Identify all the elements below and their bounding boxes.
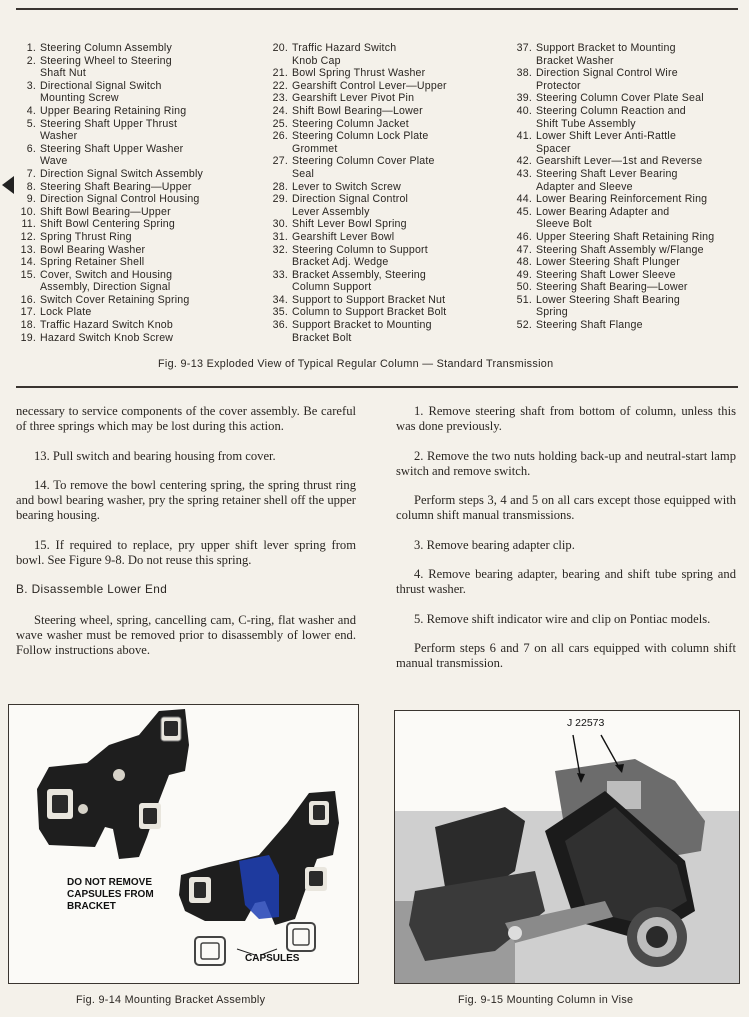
legend-item: [14, 181, 252, 194]
legend-number: 23.: [272, 92, 288, 105]
legend-item: [14, 168, 252, 181]
legend-text: Steering Shaft Lever Bearing Adapter and Sleeve: [536, 167, 678, 193]
legend-text: Shift Lever Bowl Spring: [292, 218, 407, 231]
legend-item: [510, 42, 746, 67]
legend-text: Lower Steering Shaft Plunger: [536, 256, 680, 269]
legend-item: [510, 269, 746, 282]
legend-number: 15.: [20, 268, 36, 281]
paragraph: 1. Remove steering shaft from bottom of column, unless this was done previously.: [396, 404, 736, 433]
legend-number: 26.: [272, 130, 288, 143]
legend-number: 46.: [516, 230, 532, 243]
legend-text: Bowl Spring Thrust Washer: [292, 67, 426, 80]
legend-text: Upper Bearing Retaining Ring: [40, 104, 187, 117]
legend-number: 49.: [516, 268, 532, 281]
legend-number: 50.: [516, 281, 532, 294]
legend-text: Steering Wheel to Steering Shaft Nut: [40, 54, 172, 80]
legend-text: Shift Bowl Centering Spring: [40, 218, 175, 231]
legend-item: [266, 118, 504, 131]
legend-text: Column to Support Bracket Bolt: [292, 306, 447, 319]
capsule-slot: [164, 721, 178, 736]
legend-number: 39.: [516, 92, 532, 105]
legend-number: 2.: [26, 54, 36, 67]
legend-column-2: [266, 42, 504, 344]
legend-number: 5.: [26, 117, 36, 130]
legend-item: [266, 105, 504, 118]
legend-text: Direction Signal Control Wire Protector: [536, 67, 678, 92]
legend-number: 30.: [272, 218, 288, 231]
legend-column-1: [14, 42, 252, 344]
legend-text: Bowl Bearing Washer: [40, 243, 146, 256]
legend-item: [266, 231, 504, 244]
legend-number: 1.: [26, 42, 36, 54]
legend-item: [14, 218, 252, 231]
paragraph: 3. Remove bearing adapter clip.: [414, 537, 575, 552]
legend-item: [14, 105, 252, 118]
legend-number: 37.: [516, 42, 532, 54]
legend-number: 38.: [516, 67, 532, 80]
legend-item: [510, 105, 746, 130]
legend-number: 40.: [516, 104, 532, 117]
legend-text: Shift Bowl Bearing—Upper: [40, 205, 171, 218]
legend-number: 6.: [26, 142, 36, 155]
legend-text: Upper Steering Shaft Retaining Ring: [536, 230, 715, 243]
paragraph: necessary to service components of the cover assembly. Be careful of three springs which may be lost during this action.: [16, 404, 356, 433]
legend-item: [14, 319, 252, 332]
capsule-loose: [201, 943, 219, 959]
mounting-bracket-illustration: [9, 705, 358, 983]
paragraph: Steering wheel, spring, cancelling cam, C-ring, flat washer and wave washer must be removed prior to disassembly of lower end. Follow instructions above.: [16, 613, 356, 657]
legend-text: Traffic Hazard Switch Knob: [40, 319, 173, 332]
legend-text: Lock Plate: [40, 306, 92, 319]
legend-item: [14, 332, 252, 345]
paragraph: 13. Pull switch and bearing housing from cover.: [34, 448, 276, 463]
legend-item: [510, 206, 746, 231]
legend-item: [14, 55, 252, 80]
legend-item: [266, 80, 504, 93]
legend-item: [266, 155, 504, 180]
legend-number: 27.: [272, 155, 288, 168]
legend-item: [14, 80, 252, 105]
section-heading: B. Disassemble Lower End: [16, 582, 168, 596]
legend-number: 12.: [20, 230, 36, 243]
legend-item: [266, 319, 504, 344]
legend-item: [14, 118, 252, 143]
legend-text: Lower Shift Lever Anti-Rattle Spacer: [536, 130, 677, 155]
legend-item: [510, 244, 746, 257]
legend-number: 22.: [272, 79, 288, 92]
legend-text: Steering Shaft Upper Thrust Washer: [40, 117, 178, 143]
fig-9-15-frame: [394, 710, 740, 984]
legend-text: Hazard Switch Knob Screw: [40, 331, 174, 344]
capsule-loose: [293, 929, 309, 945]
legend-text: Steering Column Assembly: [40, 42, 172, 54]
legend-item: [14, 244, 252, 257]
legend-item: [14, 193, 252, 206]
capsules-label: CAPSULES: [245, 953, 300, 964]
legend-item: [266, 130, 504, 155]
legend-text: Bracket Assembly, Steering Column Support: [292, 268, 426, 294]
legend-number: 21.: [272, 67, 288, 80]
legend-text: Lower Bearing Adapter and Sleeve Bolt: [536, 205, 670, 231]
capsule-slot: [313, 805, 325, 820]
legend-number: 47.: [516, 243, 532, 256]
legend-item: [510, 168, 746, 193]
legend-item: [510, 130, 746, 155]
legend-text: Support Bracket to Mounting Bracket Washer: [536, 42, 676, 67]
legend-number: 34.: [272, 293, 288, 306]
legend-item: [510, 281, 746, 294]
legend-number: 10.: [20, 205, 36, 218]
legend-number: 29.: [272, 193, 288, 206]
legend-number: 19.: [20, 331, 36, 344]
legend-number: 7.: [26, 167, 36, 180]
legend-text: Gearshift Lever Bowl: [292, 230, 395, 243]
legend-item: [266, 269, 504, 294]
legend-text: Steering Column to Support Bracket Adj. Wedge: [292, 243, 428, 269]
paragraph: 14. To remove the bowl centering spring, the spring thrust ring and bowl bearing washer, pry the spring retainer shell off the upper bearing housing.: [16, 478, 356, 522]
legend-number: 20.: [272, 42, 288, 54]
capsule-slot: [143, 808, 157, 824]
legend-number: 17.: [20, 306, 36, 319]
legend-column-3: [510, 42, 746, 332]
paragraph: 5. Remove shift indicator wire and clip on Pontiac models.: [414, 611, 711, 626]
legend-text: Steering Shaft Flange: [536, 319, 643, 332]
legend-item: [14, 231, 252, 244]
legend-text: Steering Shaft Lower Sleeve: [536, 268, 676, 281]
legend-item: [14, 256, 252, 269]
legend-number: 36.: [272, 319, 288, 332]
legend-item: [266, 193, 504, 218]
left-text-column: [16, 404, 356, 673]
legend-text: Direction Signal Control Housing: [40, 193, 200, 206]
paragraph: Perform steps 6 and 7 on all cars equipped with column shift manual transmission.: [396, 641, 736, 670]
legend-text: Steering Column Reaction and Shift Tube Assembly: [536, 104, 686, 130]
legend-item: [266, 67, 504, 80]
legend-number: 18.: [20, 319, 36, 332]
legend-text: Lever to Switch Screw: [292, 180, 401, 193]
legend-number: 43.: [516, 167, 532, 180]
fig-9-15-caption: Fig. 9-15 Mounting Column in Vise: [458, 994, 634, 1006]
legend-text: Support Bracket to Mounting Bracket Bolt: [292, 319, 432, 344]
legend-number: 24.: [272, 104, 288, 117]
legend-item: [510, 319, 746, 332]
legend-number: 4.: [26, 104, 36, 117]
legend-item: [266, 294, 504, 307]
legend-text: Lower Bearing Reinforcement Ring: [536, 193, 708, 206]
paragraph: 2. Remove the two nuts holding back-up and neutral-start lamp switch and remove switch.: [396, 448, 736, 478]
legend-number: 42.: [516, 155, 532, 168]
legend-item: [510, 193, 746, 206]
legend-number: 16.: [20, 293, 36, 306]
legend-item: [14, 143, 252, 168]
legend-item: [266, 306, 504, 319]
right-text-column: [396, 404, 736, 686]
legend-item: [266, 181, 504, 194]
legend-text: Direction Signal Control Lever Assembly: [292, 193, 409, 218]
capsule-slot: [52, 795, 68, 813]
top-rule: [16, 8, 738, 10]
legend-text: Switch Cover Retaining Spring: [40, 293, 190, 306]
legend-number: 25.: [272, 117, 288, 130]
legend-number: 51.: [516, 293, 532, 306]
legend-item: [266, 42, 504, 67]
legend-item: [14, 206, 252, 219]
legend-number: 41.: [516, 130, 532, 143]
legend-item: [510, 231, 746, 244]
capsule-loose: [287, 923, 315, 951]
legend-text: Steering Shaft Assembly w/Flange: [536, 243, 704, 256]
capsule-slot: [309, 871, 323, 886]
column-in-vise-photo: [395, 711, 739, 983]
tool-label: J 22573: [567, 717, 605, 729]
legend-number: 52.: [516, 319, 532, 332]
legend-number: 31.: [272, 230, 288, 243]
legend-number: 8.: [26, 180, 36, 193]
legend-item: [510, 155, 746, 168]
legend-item: [266, 218, 504, 231]
legend-number: 35.: [272, 306, 288, 319]
legend-number: 28.: [272, 180, 288, 193]
legend-text: Shift Bowl Bearing—Lower: [292, 104, 423, 117]
legend-item: [14, 306, 252, 319]
margin-arrow-icon: [2, 176, 14, 194]
legend-item: [266, 244, 504, 269]
legend-item: [510, 256, 746, 269]
legend-text: Gearshift Control Lever—Upper: [292, 79, 447, 92]
legend-number: 14.: [20, 256, 36, 269]
legend-number: 48.: [516, 256, 532, 269]
legend-text: Directional Signal Switch Mounting Screw: [40, 79, 162, 105]
legend-number: 9.: [26, 193, 36, 206]
legend-text: Cover, Switch and Housing Assembly, Direction Signal: [40, 268, 173, 294]
legend-number: 45.: [516, 205, 532, 218]
legend-item: [266, 92, 504, 105]
legend-text: Steering Column Lock Plate Grommet: [292, 130, 429, 155]
legend-number: 44.: [516, 193, 532, 206]
legend-text: Gearshift Lever Pivot Pin: [292, 92, 415, 105]
legend-number: 3.: [26, 79, 36, 92]
legend-item: [14, 269, 252, 294]
legend-number: 13.: [20, 243, 36, 256]
paragraph: 4. Remove bearing adapter, bearing and shift tube spring and thrust washer.: [396, 567, 736, 596]
legend-number: 11.: [21, 218, 36, 231]
capsule-slot: [194, 882, 206, 898]
section-rule: [16, 386, 738, 388]
legend-number: 32.: [272, 243, 288, 256]
legend-text: Steering Column Jacket: [292, 117, 409, 130]
legend-text: Spring Retainer Shell: [40, 256, 145, 269]
paragraph: Perform steps 3, 4 and 5 on all cars except those equipped with column shift manual transmissions.: [396, 493, 736, 522]
legend-text: Traffic Hazard Switch Knob Cap: [292, 42, 397, 67]
legend-text: Steering Shaft Bearing—Upper: [40, 180, 192, 193]
legend-item: [510, 67, 746, 92]
fig-9-14-note: DO NOT REMOVE CAPSULES FROM BRACKET: [67, 877, 154, 912]
legend-item: [14, 294, 252, 307]
legend-text: Direction Signal Switch Assembly: [40, 167, 204, 180]
fig-9-13-caption: Fig. 9-13 Exploded View of Typical Regular Column — Standard Transmission: [158, 358, 554, 370]
legend-text: Gearshift Lever—1st and Reverse: [536, 155, 703, 168]
fig-9-14-caption: Fig. 9-14 Mounting Bracket Assembly: [76, 994, 266, 1006]
legend-number: 33.: [272, 268, 288, 281]
capsule-loose: [195, 937, 225, 965]
legend-item: [510, 92, 746, 105]
legend-text: Steering Column Cover Plate Seal: [536, 92, 704, 105]
paragraph: 15. If required to replace, pry upper shift lever spring from bowl. See Figure 9-8. Do not reuse this spring.: [16, 537, 356, 567]
legend-text: Support to Support Bracket Nut: [292, 293, 446, 306]
legend-text: Steering Column Cover Plate Seal: [292, 155, 435, 180]
legend-text: Steering Shaft Upper Washer Wave: [40, 142, 184, 168]
legend-text: Steering Shaft Bearing—Lower: [536, 281, 688, 294]
legend-item: [14, 42, 252, 55]
legend-text: Lower Steering Shaft Bearing Spring: [536, 293, 680, 319]
fig-9-14-frame: [8, 704, 359, 984]
legend-text: Spring Thrust Ring: [40, 230, 132, 243]
legend-item: [510, 294, 746, 319]
